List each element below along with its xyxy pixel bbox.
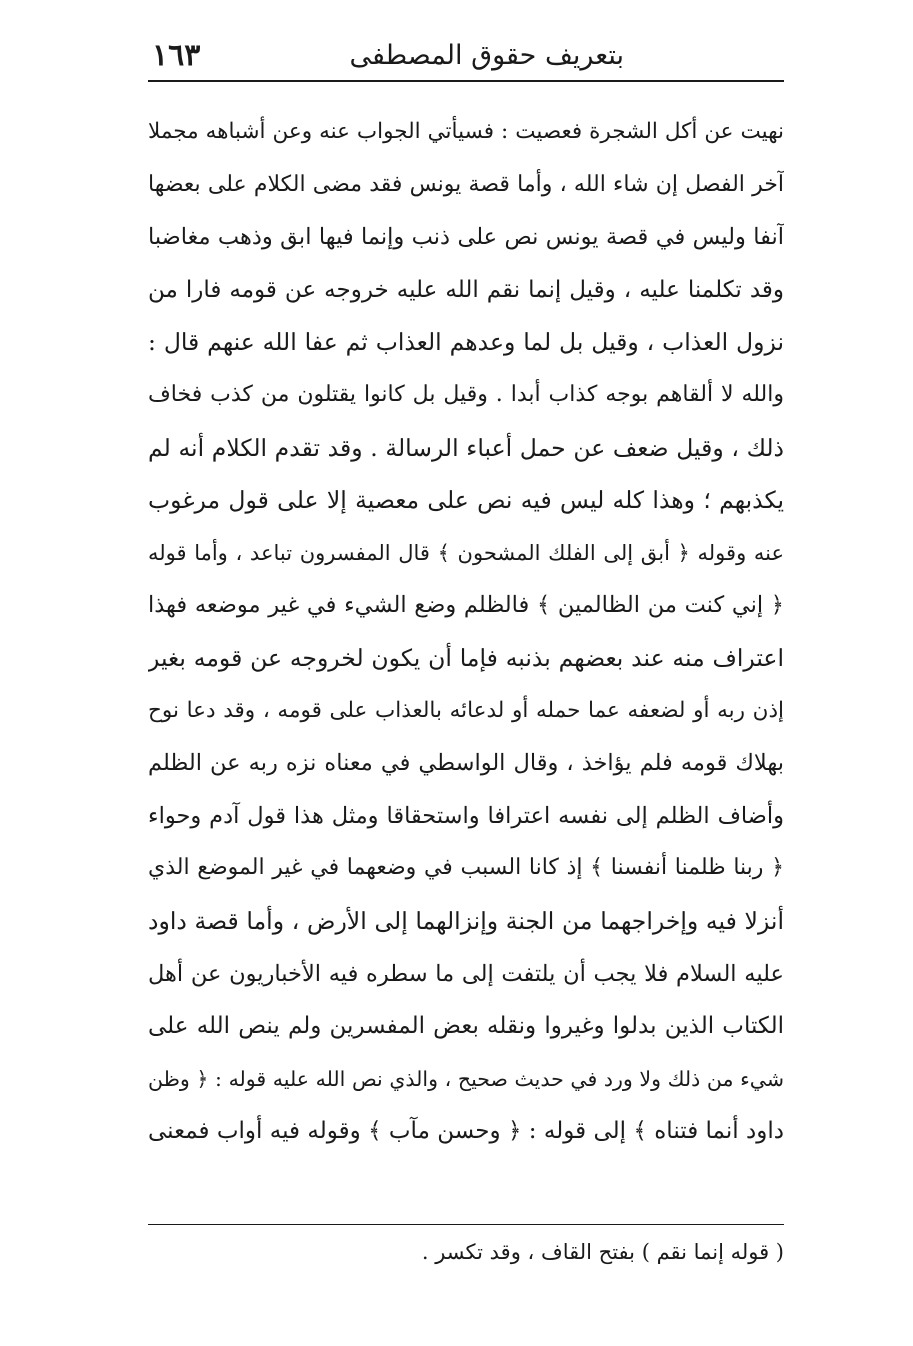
main-text [148, 106, 784, 1158]
text-line: داود أنما فتناه ﴾ إلى قوله : ﴿ وحسن مآب ﴾ وقوله فيه أواب فمعنى [148, 1118, 784, 1145]
text-line: أنزلا فيه وإخراجهما من الجنة وإنزالهما إلى الأرض ، وأما قصة داود [148, 906, 784, 935]
page-number: ١٦٣ [152, 38, 201, 73]
header-rule [148, 80, 784, 82]
text-line: يكذبهم ؛ وهذا كله ليس فيه نص على معصية إلا على قول مرغوب [148, 486, 784, 515]
text-line: الكتاب الذين بدلوا وغيروا ونقله بعض المفسرين ولم ينص الله على [148, 1013, 784, 1040]
page-header [148, 38, 784, 82]
running-title: بتعريف حقوق المصطفى [349, 40, 624, 71]
text-line: آنفا وليس في قصة يونس نص على ذنب وإنما فيها ابق وذهب مغاضبا [148, 224, 784, 251]
text-line: شيء من ذلك ولا ورد في حديث صحيح ، والذي نص الله عليه قوله : ﴿ وظن [148, 1066, 784, 1091]
text-line: إذن ربه أو لضعفه عما حمله أو لدعائه بالعذاب على قومه ، وقد دعا نوح [148, 697, 784, 723]
text-line: عنه وقوله ﴿ أبق إلى الفلك المشحون ﴾ قال المفسرون تباعد ، وأما قوله [148, 540, 784, 565]
text-line: آخر الفصل إن شاء الله ، وأما قصة يونس فقد مضى الكلام على بعضها [148, 171, 784, 197]
footnote: ( قوله إنما نقم ) بفتح القاف ، وقد تكسر . [421, 1240, 784, 1264]
text-line: بهلاك قومه فلم يؤاخذ ، وقال الواسطي في معناه نزه ربه عن الظلم [148, 750, 784, 777]
footnote-rule [148, 1224, 784, 1225]
text-line: ﴿ إني كنت من الظالمين ﴾ فالظلم وضع الشيء في غير موضعه فهذا [148, 592, 784, 619]
text-line: عليه السلام فلا يجب أن يلتفت إلى ما سطره فيه الأخباريون عن أهل [148, 960, 784, 987]
text-line: ذلك ، وقيل ضعف عن حمل أعباء الرسالة . وقد تقدم الكلام أنه لم [148, 433, 784, 462]
text-line: اعتراف منه عند بعضهم بذنبه فإما أن يكون لخروجه عن قومه بغير [148, 643, 784, 672]
text-line: نزول العذاب ، وقيل بل لما وعدهم العذاب ثم عفا الله عنهم قال : [148, 328, 784, 357]
text-line: نهيت عن أكل الشجرة فعصيت : فسيأتي الجواب عنه وعن أشباهه مجملا [148, 119, 784, 144]
text-line: ﴿ ربنا ظلمنا أنفسنا ﴾ إذ كانا السبب في وضعهما في غير الموضع الذي [148, 855, 784, 881]
text-line: والله لا ألقاهم بوجه كذاب أبدا . وقيل بل كانوا يقتلون من كذب فخاف [148, 381, 784, 407]
text-line: وأضاف الظلم إلى نفسه اعترافا واستحقاقا ومثل هذا قول آدم وحواء [148, 802, 784, 829]
text-line: وقد تكلمنا عليه ، وقيل إنما نقم الله عليه خروجه عن قومه فارا من [148, 276, 784, 303]
